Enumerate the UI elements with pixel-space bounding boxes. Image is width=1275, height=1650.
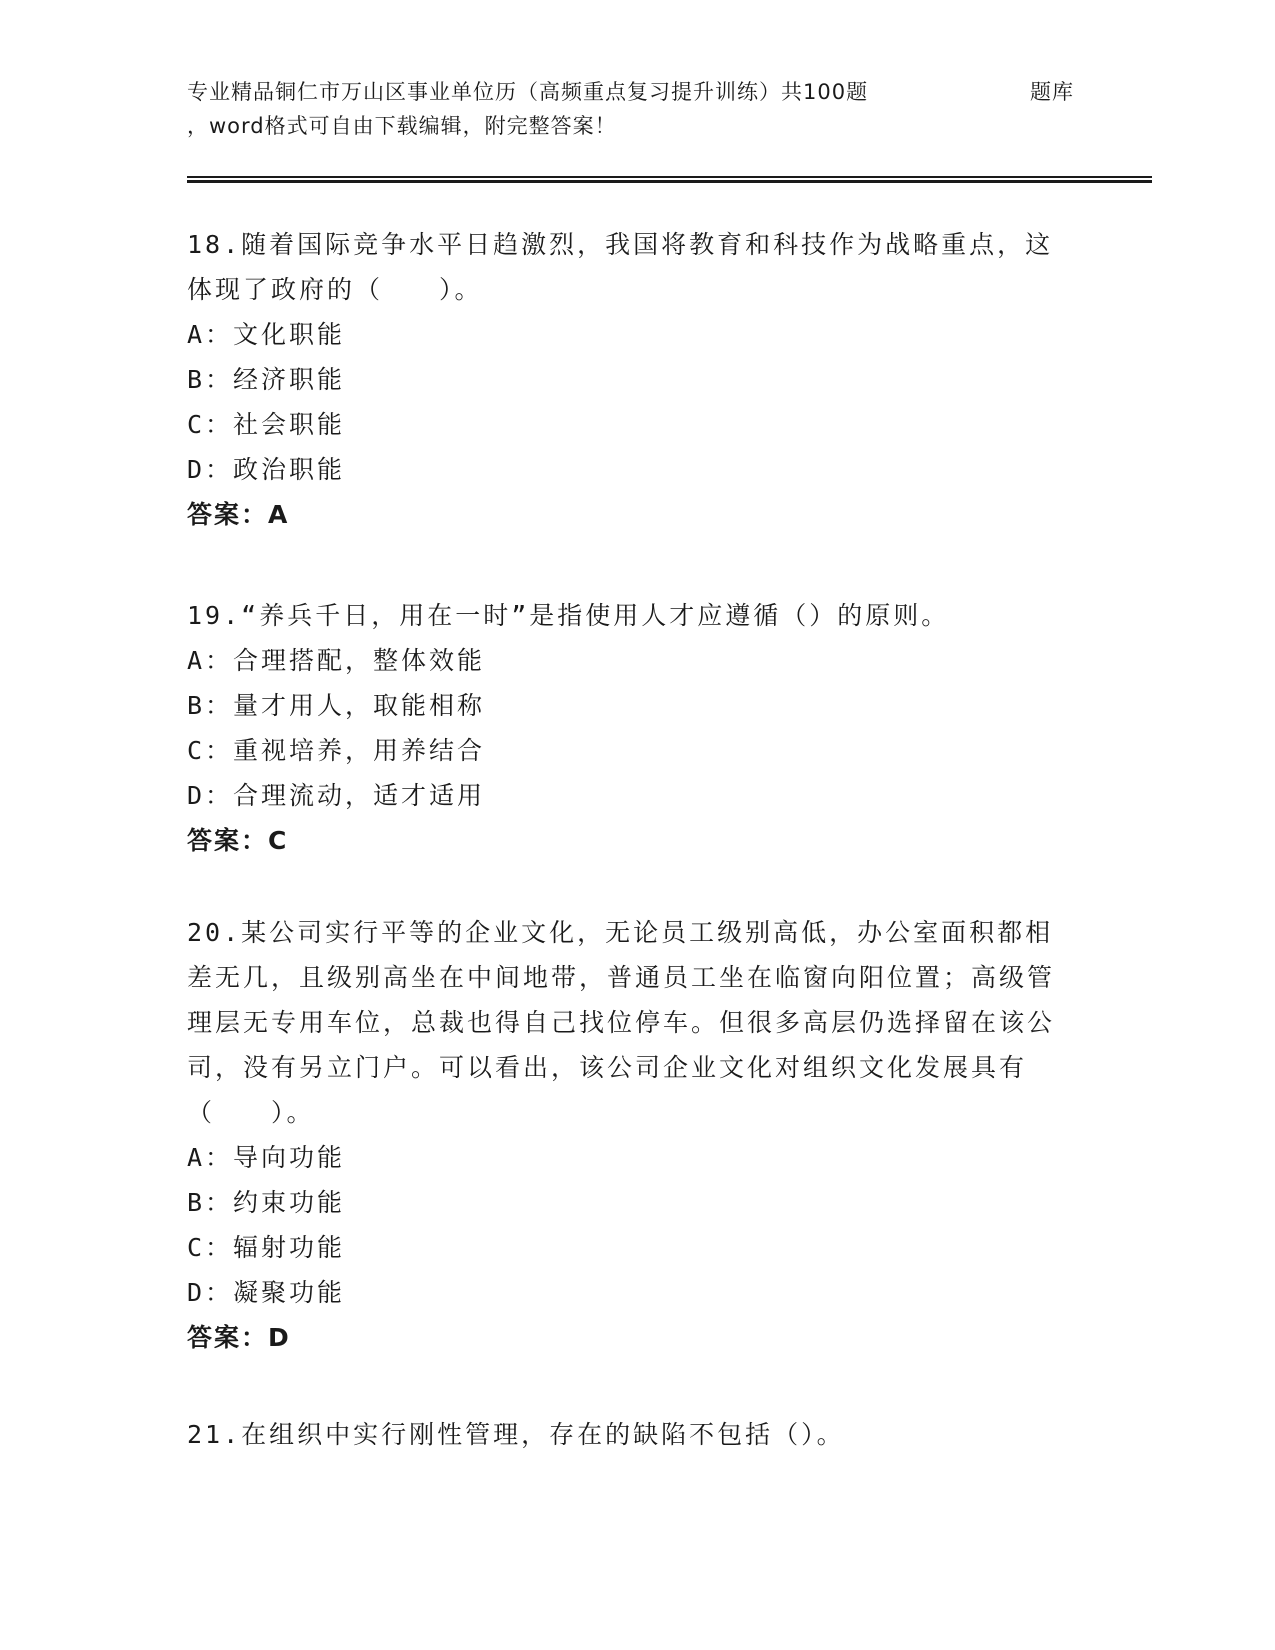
question-stem: 19.“养兵千日，用在一时”是指使用人才应遵循（）的原则。 — [187, 601, 950, 630]
option-a: A：导向功能 — [187, 1143, 346, 1172]
option-b: B：经济职能 — [187, 365, 346, 394]
question-18 — [187, 222, 1067, 537]
header-tag: 题库 — [1030, 80, 1074, 104]
option-d: D：合理流动，适才适用 — [187, 781, 486, 810]
page-header — [187, 70, 1152, 180]
option-c: C：辐射功能 — [187, 1233, 346, 1262]
option-b: B：量才用人，取能相称 — [187, 691, 486, 720]
option-c: C：重视培养，用养结合 — [187, 736, 486, 765]
header-title: 专业精品铜仁市万山区事业单位历（高频重点复习提升训练）共100题 — [187, 80, 869, 104]
question-stem: 18.随着国际竞争水平日趋激烈，我国将教育和科技作为战略重点，这体现了政府的（ ）。 — [187, 230, 1054, 304]
question-stem: 21.在组织中实行刚性管理，存在的缺陷不包括（）。 — [187, 1420, 845, 1449]
option-d: D：凝聚功能 — [187, 1278, 346, 1307]
answer: 答案：C — [187, 826, 289, 855]
option-d: D：政治职能 — [187, 455, 346, 484]
answer: 答案：A — [187, 500, 290, 529]
option-a: A：合理搭配，整体效能 — [187, 646, 486, 675]
header-divider-thin — [187, 176, 1152, 178]
option-c: C：社会职能 — [187, 410, 346, 439]
header-divider-thick — [187, 180, 1152, 183]
question-19 — [187, 593, 1067, 863]
header-subtitle: ，word格式可自由下载编辑，附完整答案！ — [187, 114, 617, 138]
question-21 — [187, 1412, 1067, 1457]
answer: 答案：D — [187, 1323, 291, 1352]
option-a: A：文化职能 — [187, 320, 346, 349]
question-20 — [187, 910, 1067, 1360]
option-b: B：约束功能 — [187, 1188, 346, 1217]
question-stem: 20.某公司实行平等的企业文化，无论员工级别高低，办公室面积都相差无几，且级别高坐在中间地带，普通员工坐在临窗向阳位置；高级管理层无专用车位，总裁也得自己找位停车。但很多高层仍选择留在该公司，没有另立门户。可以看出，该公司企业文化对组织文化发展具有（ ）。 — [187, 918, 1056, 1127]
